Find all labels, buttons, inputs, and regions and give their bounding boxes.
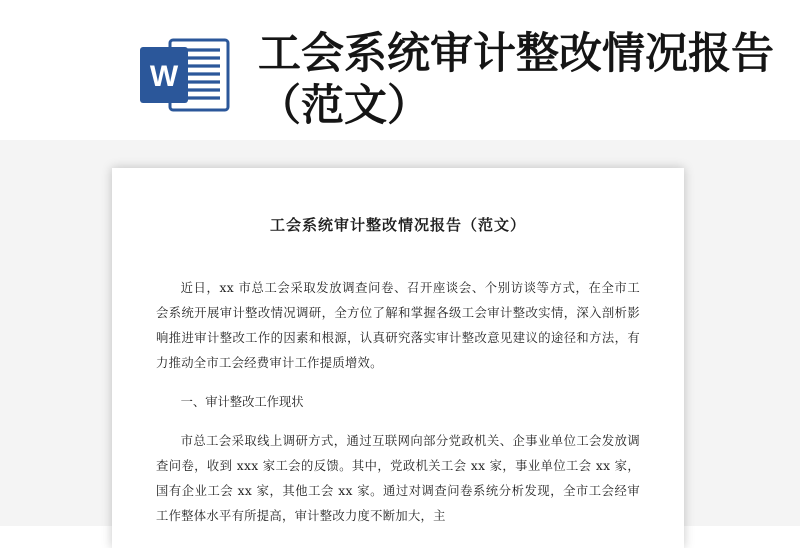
banner-title: 工会系统审计整改情况报告（范文）: [258, 29, 774, 131]
word-icon-letter: W: [149, 60, 179, 93]
section-heading: 一、审计整改工作现状: [180, 395, 304, 409]
document-page: [112, 168, 684, 548]
body-paragraph: 市总工会采取线上调研方式，通过互联网向部分党政机关、企事业单位工会发放调查问卷，收到 xxx 家工会的反馈。其中，党政机关工会 xx 家，事业单位工会 xx 家，国有企业工会 xx 家，其他工会 xx 家。通过对调查问卷系统分析发现，全市工会经审工作整体水平有所提高，审计整改力度不断加大，主: [156, 434, 640, 523]
word-document-icon: [140, 38, 230, 112]
document-title: 工会系统审计整改情况报告（范文）: [269, 216, 526, 234]
document-body: [156, 276, 640, 543]
header-banner: [0, 0, 800, 140]
intro-paragraph: 近日，xx 市总工会采取发放调查问卷、召开座谈会、个别访谈等方式，在全市工会系统开展审计整改情况调研，全方位了解和掌握各级工会审计整改实情，深入剖析影响推进审计整改工作的因素和根源，认真研究落实审计整改意见建议的途径和方法，有力推动全市工会经费审计工作提质增效。: [156, 281, 640, 370]
